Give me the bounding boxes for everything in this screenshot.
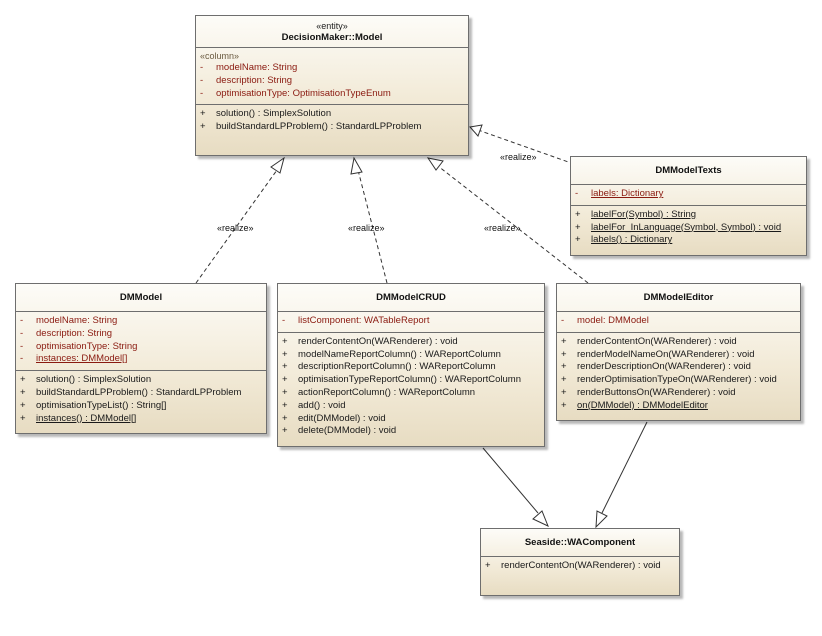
attributes-section xyxy=(278,311,544,332)
visibility-public: + xyxy=(575,221,581,233)
operation-text: optimisationTypeList() : String[] xyxy=(36,399,167,411)
visibility-public: + xyxy=(20,399,26,411)
operation-row xyxy=(561,349,794,362)
class-dmmodel[interactable] xyxy=(15,283,267,434)
operation-text: buildStandardLPProblem() : StandardLPProblem xyxy=(36,386,242,398)
attribute-row xyxy=(200,88,462,101)
attribute-row xyxy=(200,75,462,88)
operations-section xyxy=(278,332,544,442)
operations-section xyxy=(481,557,679,577)
class-header xyxy=(571,157,806,184)
attribute-text: listComponent: WATableReport xyxy=(298,315,430,326)
operation-row xyxy=(485,560,673,573)
class-dmmodelcrud[interactable] xyxy=(277,283,545,447)
operation-text: instances() : DMModel[] xyxy=(36,412,137,424)
realize-label-texts: «realize» xyxy=(500,152,537,162)
class-name: DecisionMaker::Model xyxy=(281,32,383,43)
attribute-text: description: String xyxy=(36,327,113,339)
operation-row xyxy=(575,222,800,235)
visibility-public: + xyxy=(561,399,567,411)
operation-text: add() : void xyxy=(298,399,346,411)
class-name: Seaside::WAComponent xyxy=(524,537,636,548)
operation-text: on(DMModel) : DMModelEditor xyxy=(577,399,708,411)
visibility-public: + xyxy=(20,412,26,424)
operation-row xyxy=(282,336,538,349)
realize-label-editor: «realize» xyxy=(484,223,521,233)
operation-row xyxy=(282,400,538,413)
realize-arrow-texts xyxy=(470,125,482,136)
visibility-private: - xyxy=(561,315,565,326)
realize-label-crud: «realize» xyxy=(348,223,385,233)
visibility-public: + xyxy=(575,208,581,220)
class-header xyxy=(16,284,266,311)
operation-text: renderModelNameOn(WARenderer) : void xyxy=(577,348,755,360)
realize-arrow-editor xyxy=(428,158,443,170)
operation-text: edit(DMModel) : void xyxy=(298,412,386,424)
operations-section xyxy=(16,370,266,429)
operation-text: renderContentOn(WARenderer) : void xyxy=(501,560,661,571)
class-seaside-wacomponent[interactable] xyxy=(480,528,680,596)
class-decisionmaker-model[interactable] xyxy=(195,15,469,156)
visibility-private: - xyxy=(20,315,24,326)
operation-row xyxy=(20,400,260,413)
visibility-public: + xyxy=(20,374,26,386)
visibility-public: + xyxy=(561,386,567,398)
operation-row xyxy=(282,387,538,400)
operation-row xyxy=(282,413,538,426)
realize-arrow-crud xyxy=(351,158,362,174)
operation-row xyxy=(20,413,260,426)
operation-text: modelNameReportColumn() : WAReportColumn xyxy=(298,348,501,360)
operation-row xyxy=(561,400,794,413)
operation-row xyxy=(282,361,538,374)
operation-row xyxy=(561,387,794,400)
visibility-private: - xyxy=(282,315,286,326)
operation-row xyxy=(561,374,794,387)
visibility-public: + xyxy=(282,374,288,386)
visibility-private: - xyxy=(20,340,24,352)
attributes-section xyxy=(196,47,468,104)
attribute-text: modelName: String xyxy=(216,62,298,73)
operation-row xyxy=(282,349,538,362)
operation-text: solution() : SimplexSolution xyxy=(216,108,332,120)
operation-text: renderOptimisationTypeOn(WARenderer) : void xyxy=(577,374,777,386)
operation-row xyxy=(282,374,538,387)
visibility-public: + xyxy=(282,412,288,424)
operations-section xyxy=(557,332,800,417)
visibility-public: + xyxy=(282,386,288,398)
visibility-private: - xyxy=(20,327,24,339)
visibility-public: + xyxy=(200,108,206,120)
class-header xyxy=(278,284,544,311)
operations-section xyxy=(196,104,468,138)
generalize-line-editor xyxy=(602,422,647,513)
attributes-section xyxy=(16,311,266,370)
operation-text: delete(DMModel) : void xyxy=(298,425,397,437)
visibility-public: + xyxy=(20,386,26,398)
operation-row xyxy=(575,234,800,247)
operation-text: labelFor_InLanguage(Symbol, Symbol) : void xyxy=(591,221,782,233)
operation-row xyxy=(20,374,260,387)
attributes-section xyxy=(557,311,800,332)
attribute-text: optimisationType: String xyxy=(36,340,138,352)
operation-text: solution() : SimplexSolution xyxy=(36,374,152,386)
visibility-private: - xyxy=(20,353,24,365)
operation-text: descriptionReportColumn() : WAReportColumn xyxy=(298,361,496,373)
visibility-private: - xyxy=(200,62,204,73)
attribute-text: model: DMModel xyxy=(577,315,649,326)
realize-arrow-dmmodel xyxy=(271,158,284,173)
operation-row xyxy=(200,121,462,134)
generalize-arrow-crud xyxy=(533,511,548,526)
visibility-public: + xyxy=(282,425,288,437)
visibility-public: + xyxy=(282,335,288,347)
operation-row xyxy=(561,336,794,349)
attribute-text: description: String xyxy=(216,74,293,86)
attribute-row xyxy=(20,328,260,341)
operation-row xyxy=(282,425,538,438)
operation-text: renderContentOn(WARenderer) : void xyxy=(298,335,458,347)
visibility-public: + xyxy=(282,348,288,360)
class-header xyxy=(481,529,679,556)
visibility-private: - xyxy=(200,74,204,86)
class-name: DMModelEditor xyxy=(643,292,714,303)
operation-text: optimisationTypeReportColumn() : WAReportColumn xyxy=(298,374,521,386)
realize-label-dmmodel: «realize» xyxy=(217,223,254,233)
attribute-text: optimisationType: OptimisationTypeEnum xyxy=(216,87,391,99)
attribute-row xyxy=(200,62,462,75)
visibility-public: + xyxy=(200,121,206,133)
visibility-public: + xyxy=(561,361,567,373)
visibility-public: + xyxy=(485,560,491,571)
stereotype-label: «entity» xyxy=(316,21,348,31)
attribute-row xyxy=(561,315,794,328)
generalize-arrow-editor xyxy=(596,511,607,527)
class-header xyxy=(557,284,800,311)
attribute-text: instances: DMModel[] xyxy=(36,353,128,365)
visibility-public: + xyxy=(561,374,567,386)
class-header xyxy=(196,16,468,47)
visibility-public: + xyxy=(575,234,581,246)
column-section-label: «column» xyxy=(200,51,240,61)
attribute-text: modelName: String xyxy=(36,315,118,326)
operation-text: renderButtonsOn(WARenderer) : void xyxy=(577,386,736,398)
operation-text: renderDescriptionOn(WARenderer) : void xyxy=(577,361,751,373)
operation-row xyxy=(575,209,800,222)
visibility-private: - xyxy=(575,188,579,199)
operation-text: actionReportColumn() : WAReportColumn xyxy=(298,386,476,398)
visibility-public: + xyxy=(282,399,288,411)
operations-section xyxy=(571,205,806,251)
operation-text: labelFor(Symbol) : String xyxy=(591,208,697,220)
operation-row xyxy=(20,387,260,400)
generalize-line-crud xyxy=(483,448,538,513)
class-dmmodeleditor[interactable] xyxy=(556,283,801,421)
operation-text: buildStandardLPProblem() : StandardLPProblem xyxy=(216,121,422,133)
visibility-public: + xyxy=(561,335,567,347)
operation-row xyxy=(200,108,462,121)
visibility-public: + xyxy=(282,361,288,373)
class-name: DMModel xyxy=(119,292,163,303)
attribute-row xyxy=(20,353,260,366)
class-dmmodeltexts[interactable] xyxy=(570,156,807,256)
visibility-public: + xyxy=(561,348,567,360)
class-name: DMModelCRUD xyxy=(376,292,446,303)
operation-text: labels() : Dictionary xyxy=(591,234,673,246)
attribute-row xyxy=(20,341,260,354)
visibility-private: - xyxy=(200,87,204,99)
operation-text: renderContentOn(WARenderer) : void xyxy=(577,335,737,347)
operation-row xyxy=(561,361,794,374)
attribute-row xyxy=(575,188,800,201)
class-name: DMModelTexts xyxy=(655,165,722,176)
attribute-row xyxy=(282,315,538,328)
attributes-section xyxy=(571,184,806,205)
attribute-text: labels: Dictionary xyxy=(591,188,664,199)
attribute-row xyxy=(20,315,260,328)
